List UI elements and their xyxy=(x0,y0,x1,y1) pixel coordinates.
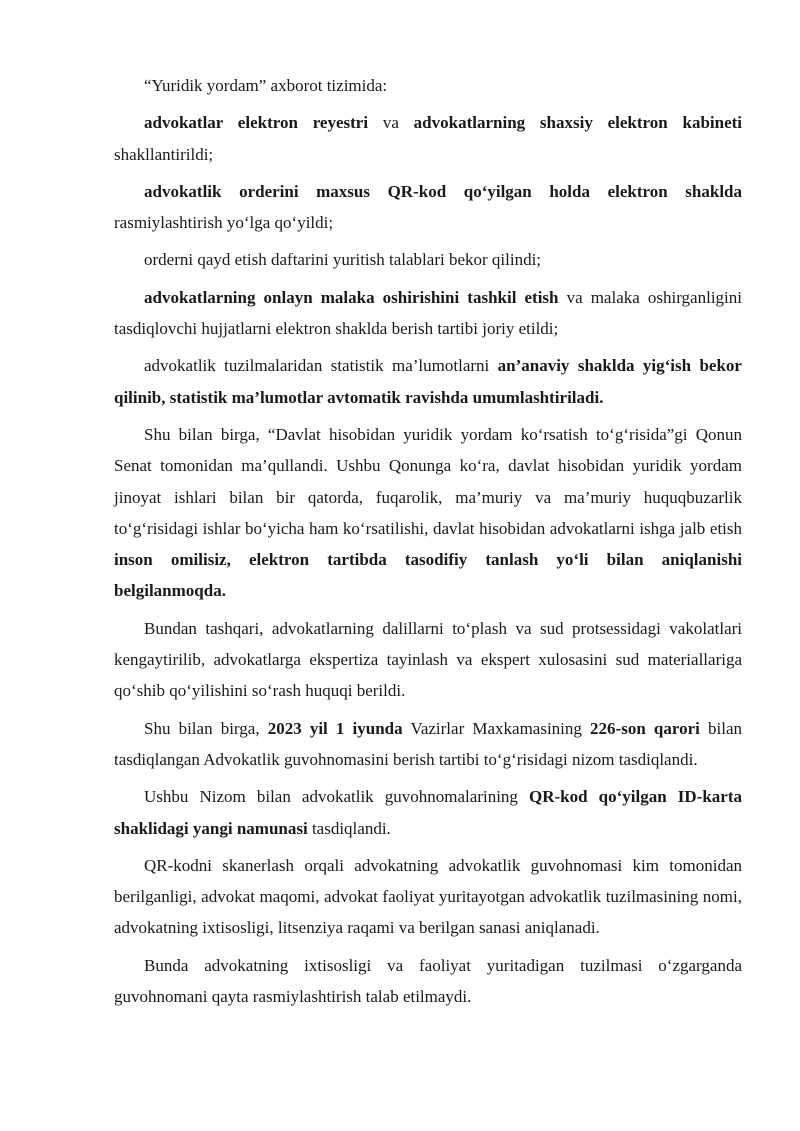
paragraph xyxy=(114,70,742,101)
paragraph xyxy=(114,950,742,1013)
paragraph xyxy=(114,850,742,944)
paragraph xyxy=(114,613,742,707)
text-run: Bunda advokatning ixtisosligi va faoliyat yuritadigan tuzilmasi o‘zgarganda guvohnomani qayta rasmiylashtirish talab etilmaydi. xyxy=(114,955,742,1007)
text-run: va xyxy=(368,113,414,133)
bold-text-run: 2023 yil 1 iyunda xyxy=(267,718,403,738)
text-run: Shu bilan birga, xyxy=(144,718,268,738)
text-run: QR-kodni skanerlash orqali advokatning advokatlik guvohnomasi kim tomonidan berilganligi, advokat maqomi, advokat faoliyat yuritayotgan advokatlik tuzilmasining nomi, advokatning ixtisosligi, litsenziya raqami va berilgan sanasi aniqlanadi. xyxy=(114,855,742,938)
bold-text-run: advokatlarning onlayn malaka oshirishini tashkil etish xyxy=(144,287,559,307)
paragraph xyxy=(114,713,742,776)
bold-text-run: advokatlar elektron reyestri xyxy=(144,113,369,133)
paragraph xyxy=(114,107,742,170)
paragraph xyxy=(114,781,742,844)
bold-text-run: 226-son qarori xyxy=(590,718,700,738)
document-body xyxy=(114,70,742,1012)
text-run: Shu bilan birga, “Davlat hisobidan yuridik yordam ko‘rsatish to‘g‘risida”gi Qonun Senat tomonidan ma’qullandi. Ushbu Qonunga ko‘ra, davlat hisobidan yuridik yordam jinoyat ishlari bilan bir qatorda, fuqarolik, ma’muriy va ma’muriy huquqbuzarlik to‘g‘risidagi ishlar bo‘yicha ham ko‘rsatilishi, davlat hisobidan advokatlarni ishga jalb etish xyxy=(114,424,742,538)
text-run: “Yuridik yordam” axborot tizimida: xyxy=(144,76,388,95)
paragraph xyxy=(114,244,742,275)
text-run: tasdiqlandi. xyxy=(307,818,391,838)
bold-text-run: advokatlarning shaxsiy elektron kabineti xyxy=(413,113,743,133)
paragraph xyxy=(114,176,742,239)
bold-text-run: an’anaviy shaklda yig‘ish bekor qilinib, statistik ma’lumotlar avtomatik ravishda umumlashtiriladi. xyxy=(114,356,742,407)
paragraph xyxy=(114,282,742,345)
paragraph xyxy=(114,419,742,607)
bold-text-run: QR-kod qo‘yilgan ID-karta shaklidagi yangi namunasi xyxy=(114,787,742,838)
text-run: Bundan tashqari, advokatlarning dalillarni to‘plash va sud protsessidagi vakolatlari kengaytirilib, advokatlarga ekspertiza tayinlash va ekspert xulosasini sud materiallariga qo‘shib qo‘yilishini so‘rash huquqi berildi. xyxy=(114,618,742,701)
bold-text-run: advokatlik orderini maxsus QR-kod qo‘yilgan holda elektron shaklda xyxy=(144,181,742,201)
text-run: rasmiylashtirish yo‘lga qo‘yildi; xyxy=(114,213,334,233)
bold-text-run: inson omilisiz, elektron tartibda tasodifiy tanlash yo‘li bilan aniqlanishi belgilanmoqda. xyxy=(114,550,742,601)
text-run: Vazirlar Maxkamasining xyxy=(402,718,591,738)
text-run: advokatlik tuzilmalaridan statistik ma’lumotlarni xyxy=(144,356,498,376)
text-run: va malaka oshirganligini tasdiqlovchi hujjatlarni elektron shaklda berish tartibi joriy etildi; xyxy=(114,287,742,339)
text-run: orderni qayd etish daftarini yuritish talablari bekor qilindi; xyxy=(144,250,542,270)
text-run: Ushbu Nizom bilan advokatlik guvohnomalarining xyxy=(144,787,530,807)
text-run: bilan tasdiqlangan Advokatlik guvohnomasini berish tartibi to‘g‘risidagi nizom tasdiqlandi. xyxy=(114,718,742,769)
text-run: shakllantirildi; xyxy=(114,144,214,164)
paragraph xyxy=(114,350,742,413)
